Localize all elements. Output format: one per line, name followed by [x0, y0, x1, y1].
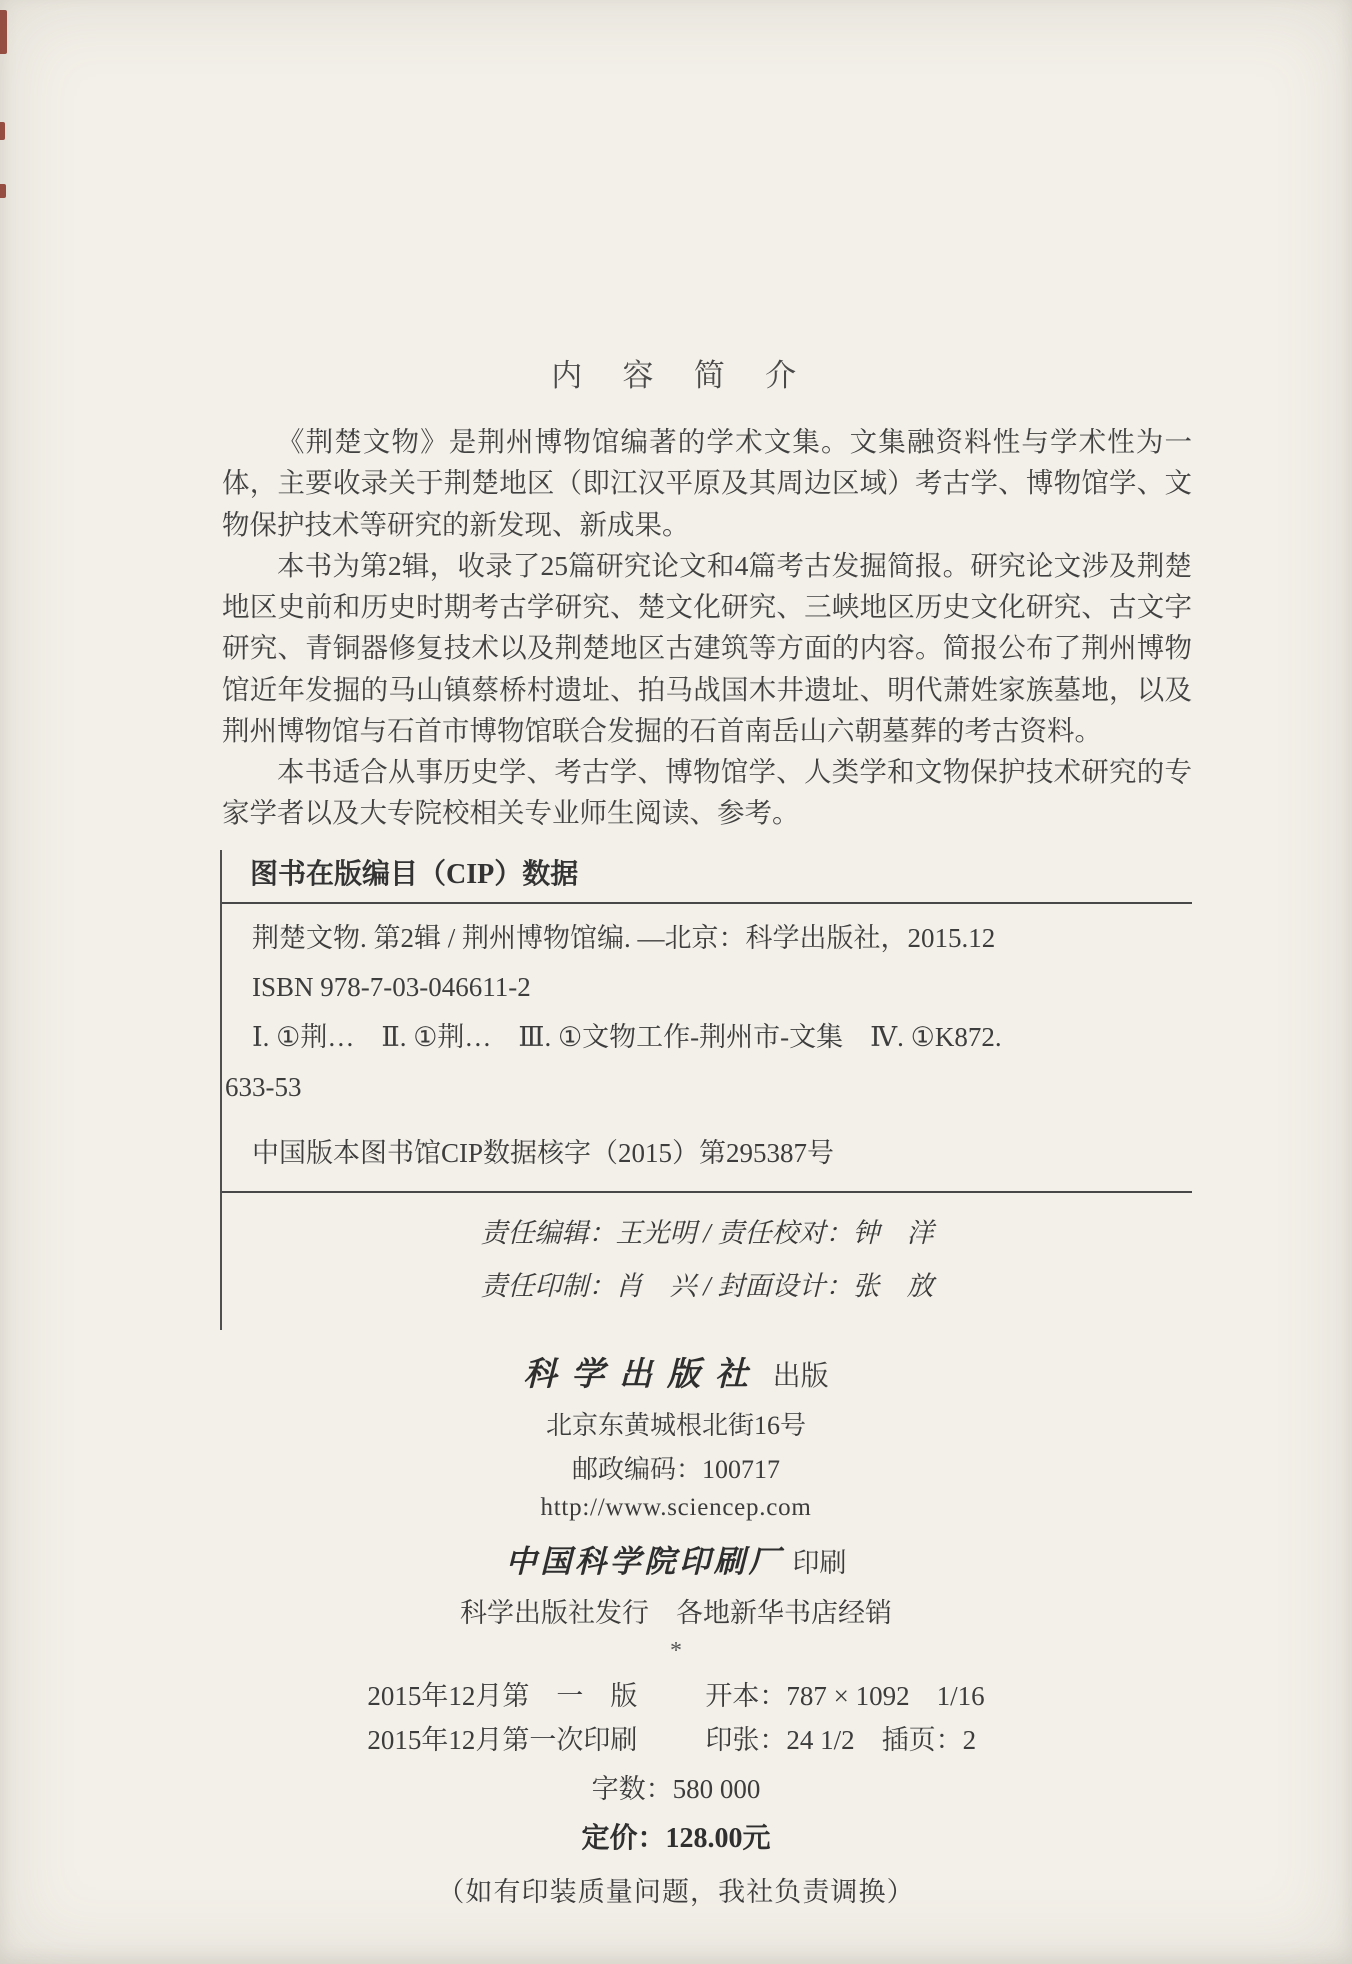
publisher-imprint-line — [0, 1348, 1352, 1395]
format-spec: 开本：787 × 1092 1/16 — [705, 1681, 985, 1712]
publisher-postcode: 邮政编码：100717 — [571, 1455, 780, 1485]
cip-classification-line: Ⅰ. ①荆… Ⅱ. ①荆… Ⅲ. ①文物工作-荆州市-文集 Ⅳ. ①K872. — [252, 1022, 1002, 1053]
printing-house-logotype: 中国科学院印刷厂 — [505, 1544, 784, 1580]
sheets-inserts-spec: 印张：24 1/2 插页：2 — [705, 1725, 977, 1756]
summary-paragraph-3: 本书适合从事历史学、考古学、博物馆学、人类学和文物保护技术研究的专家学者以及大专院校相关专业师生阅读、参考。 — [222, 756, 1192, 829]
distribution-line: 科学出版社发行 各地新华书店经销 — [460, 1598, 892, 1629]
cip-title-line: 荆楚文物. 第2辑 / 荆州博物馆编. —北京：科学出版社，2015.12 — [252, 922, 996, 953]
cip-data-box — [220, 850, 1192, 1331]
scan-mark — [0, 122, 5, 140]
publisher-address: 北京东黄城根北街16号 — [545, 1411, 806, 1441]
content-summary-body — [222, 421, 1192, 834]
cip-isbn-line: ISBN 978-7-03-046611-2 — [252, 972, 531, 1003]
summary-paragraph-1: 《荆楚文物》是荆州博物馆编著的学术文集。文集融资料性与学术性为一体，主要收录关于荆楚地区（即江汉平原及其周边区域）考古学、博物馆学、文物保护技术等研究的新发现、新成果。 — [222, 426, 1192, 540]
printer-designer-line: 责任印制：肖 兴 / 封面设计：张 放 — [480, 1270, 934, 1301]
edition-info-table — [333, 1675, 1018, 1762]
price-line: 定价：128.00元 — [581, 1822, 771, 1854]
printed-by-label: 印刷 — [792, 1548, 847, 1579]
scan-mark — [0, 10, 7, 54]
publisher-website: http://www.sciencep.com — [540, 1494, 812, 1522]
cip-registration-line: 中国版本图书馆CIP数据核字（2015）第295387号 — [252, 1138, 835, 1169]
separator-asterisk: * — [670, 1638, 682, 1665]
scan-mark — [0, 184, 6, 198]
edition-date: 2015年12月第 一 版 — [367, 1681, 638, 1712]
colophon — [0, 1348, 1352, 1908]
published-by-label: 出版 — [772, 1361, 829, 1393]
printer-line — [0, 1536, 1352, 1581]
editor-proofreader-line: 责任编辑：王光明 / 责任校对：钟 洋 — [480, 1218, 934, 1249]
edition-row — [333, 1719, 1018, 1763]
cip-header: 图书在版编目（CIP）数据 — [250, 858, 579, 890]
summary-paragraph-2: 本书为第2辑，收录了25篇研究论文和4篇考古发掘简报。研究论文涉及荆楚地区史前和历史时期考古学研究、楚文化研究、三峡地区历史文化研究、古文字研究、青铜器修复技术以及荆楚地区古建筑等方面的内容。简报公布了荆州博物馆近年发掘的马山镇蔡桥村遗址、拍马战国木井遗址、明代萧姓家族墓地，以及荆州博物馆与石首市博物馆联合发掘的石首南岳山六朝墓葬的考古资料。 — [222, 549, 1192, 746]
quality-note: （如有印装质量问题，我社负责调换） — [437, 1876, 915, 1907]
cip-classification-continued: 633-53 — [225, 1072, 302, 1103]
word-count: 字数：580 000 — [591, 1773, 761, 1804]
cip-content — [222, 904, 1192, 1192]
staff-credits — [222, 1193, 1192, 1330]
printing-date: 2015年12月第一次印刷 — [367, 1725, 638, 1756]
science-press-logotype: 科学出版社 — [523, 1357, 763, 1394]
edition-row — [333, 1675, 1018, 1719]
content-summary-title: 内 容 简 介 — [551, 358, 801, 393]
